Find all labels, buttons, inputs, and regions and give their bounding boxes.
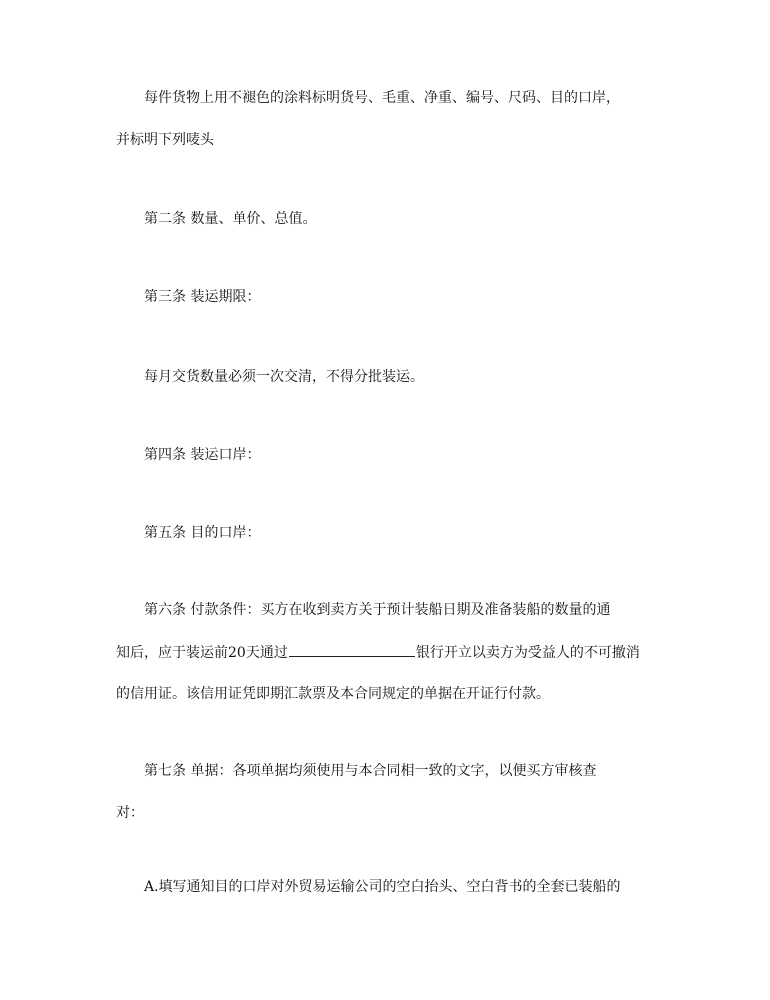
article-6-line3: 的信用证。该信用证凭即期汇款票及本合同规定的单据在开证行付款。 [116, 686, 550, 702]
article-6-line1: 第六条 付款条件：买方在收到卖方关于预计装船日期及准备装船的数量的通 [144, 602, 611, 618]
article-6-line2-before: 知后，应于装运前20天通过 [116, 645, 288, 661]
article-4: 第四条 装运口岸： [144, 447, 261, 463]
article-3-heading: 第三条 装运期限： [144, 289, 261, 305]
bank-name-blank [289, 642, 415, 657]
article-7-line2: 对： [116, 805, 144, 821]
p1-line1: 每件货物上用不褪色的涂料标明货号、毛重、净重、编号、尺码、目的口岸， [144, 90, 620, 106]
p1-line2: 并标明下列唛头 [116, 132, 214, 148]
article-2: 第二条 数量、单价、总值。 [144, 211, 317, 227]
article-6-line2 [116, 642, 640, 663]
article-6-line2-after: 银行开立以卖方为受益人的不可撤消 [415, 645, 640, 661]
article-3-body: 每月交货数量必须一次交清，不得分批装运。 [144, 369, 424, 385]
article-5: 第五条 目的口岸： [144, 525, 261, 541]
item-a: A.填写通知目的口岸对外贸易运输公司的空白抬头、空白背书的全套已装船的 [144, 879, 621, 895]
article-7-line1: 第七条 单据：各项单据均须使用与本合同相一致的文字，以便买方审核查 [144, 763, 597, 779]
